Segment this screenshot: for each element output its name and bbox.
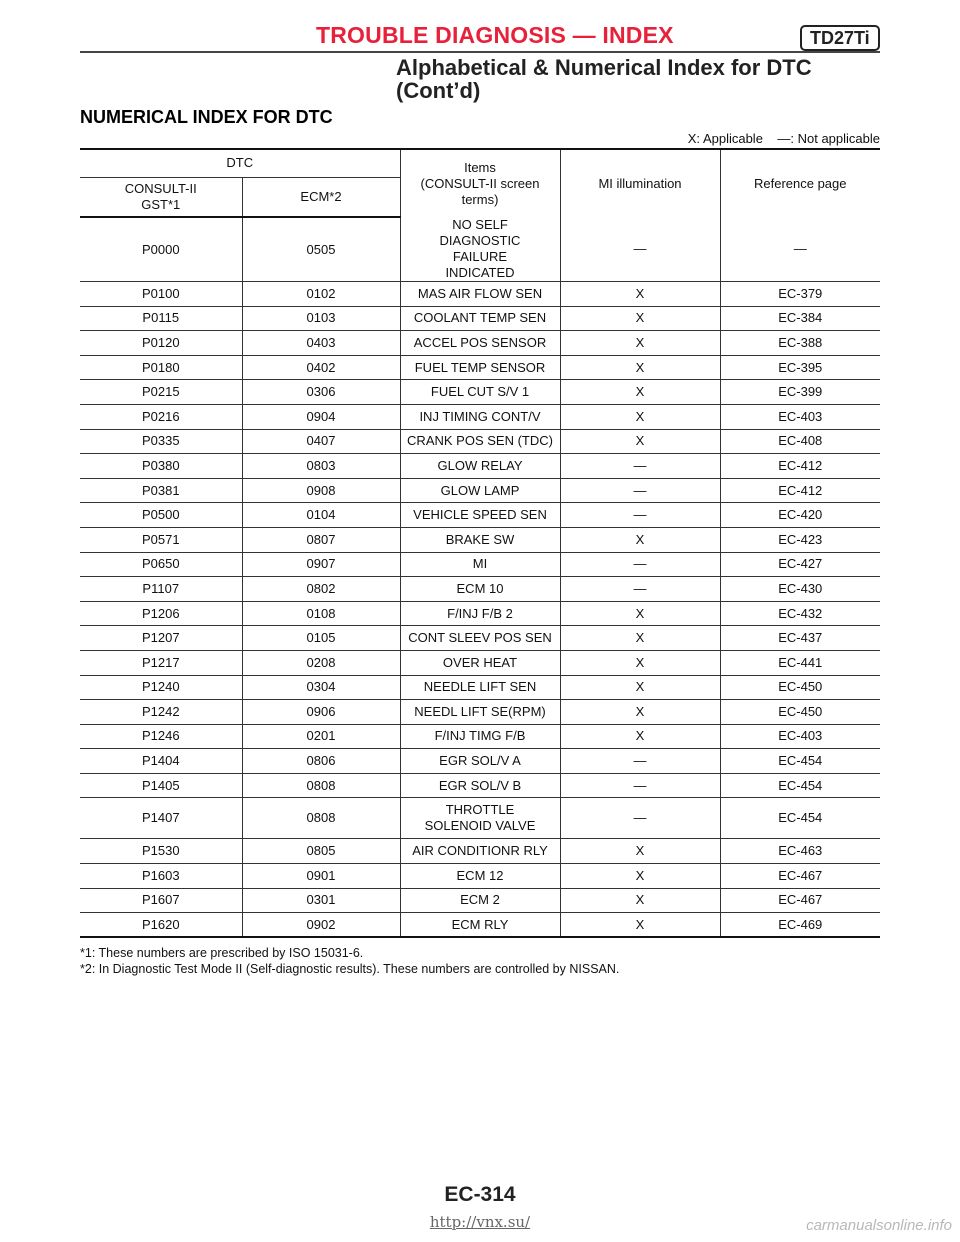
item-term: INJ TIMING CONT/V: [400, 404, 560, 429]
reference-page: EC-454: [720, 773, 880, 798]
item-term: NO SELF DIAGNOSTIC FAILURE INDICATED: [400, 217, 560, 282]
table-row: [80, 355, 880, 380]
mi-illumination: X: [560, 675, 720, 700]
legend: X: Applicable —: Not applicable: [687, 131, 880, 146]
reference-page: EC-469: [720, 913, 880, 938]
dtc-consult-code: P0120: [80, 331, 242, 356]
item-term: NEEDL LIFT SE(RPM): [400, 700, 560, 725]
reference-page: EC-437: [720, 626, 880, 651]
dtc-ecm-code: 0808: [242, 773, 400, 798]
header-consult: CONSULT-II: [124, 180, 197, 196]
table-row: [80, 380, 880, 405]
reference-page: EC-441: [720, 650, 880, 675]
table-row: [80, 577, 880, 602]
header-items-line-2: (CONSULT-II screen: [420, 175, 540, 191]
mi-illumination: X: [560, 306, 720, 331]
mi-illumination: X: [560, 527, 720, 552]
dtc-ecm-code: 0201: [242, 724, 400, 749]
reference-page: EC-467: [720, 864, 880, 889]
dtc-consult-code: P0216: [80, 404, 242, 429]
dtc-ecm-code: 0803: [242, 454, 400, 479]
footer-link[interactable]: http://vnx.su/: [429, 1213, 531, 1231]
reference-page: EC-450: [720, 700, 880, 725]
reference-page: EC-399: [720, 380, 880, 405]
table-header: [80, 149, 880, 217]
item-term: BRAKE SW: [400, 527, 560, 552]
table-row: [80, 626, 880, 651]
dtc-ecm-code: 0105: [242, 626, 400, 651]
table-row: [80, 864, 880, 889]
item-term: COOLANT TEMP SEN: [400, 306, 560, 331]
dtc-consult-code: P1603: [80, 864, 242, 889]
dtc-ecm-code: 0906: [242, 700, 400, 725]
reference-page: EC-412: [720, 478, 880, 503]
reference-page: EC-450: [720, 675, 880, 700]
dtc-ecm-code: 0902: [242, 913, 400, 938]
dtc-ecm-code: 0301: [242, 888, 400, 913]
reference-page: EC-432: [720, 601, 880, 626]
footnote-2: *2: In Diagnostic Test Mode II (Self-diagnostic results). These numbers are controlled by NISSAN.: [80, 962, 620, 976]
reference-page: EC-388: [720, 331, 880, 356]
item-term: F/INJ TIMG F/B: [400, 724, 560, 749]
item-term: GLOW RELAY: [400, 454, 560, 479]
dtc-ecm-code: 0402: [242, 355, 400, 380]
dtc-consult-code: P1620: [80, 913, 242, 938]
dtc-ecm-code: 0805: [242, 839, 400, 864]
table-row: [80, 306, 880, 331]
dtc-ecm-code: 0908: [242, 478, 400, 503]
dtc-consult-code: P0500: [80, 503, 242, 528]
table-row: [80, 798, 880, 839]
mi-illumination: X: [560, 913, 720, 938]
table-row: [80, 675, 880, 700]
mi-illumination: —: [560, 552, 720, 577]
mi-illumination: X: [560, 724, 720, 749]
mi-illumination: —: [560, 577, 720, 602]
dtc-consult-code: P1407: [80, 798, 242, 839]
footnote-1: *1: These numbers are prescribed by ISO 15031-6.: [80, 946, 364, 960]
dtc-consult-code: P1530: [80, 839, 242, 864]
dtc-ecm-code: 0403: [242, 331, 400, 356]
dtc-ecm-code: 0104: [242, 503, 400, 528]
dtc-consult-code: P1207: [80, 626, 242, 651]
mi-illumination: —: [560, 503, 720, 528]
item-term: OVER HEAT: [400, 650, 560, 675]
dtc-ecm-code: 0102: [242, 282, 400, 307]
item-term: EGR SOL/V B: [400, 773, 560, 798]
table-row: [80, 700, 880, 725]
dtc-ecm-code: 0208: [242, 650, 400, 675]
mi-illumination: X: [560, 404, 720, 429]
reference-page: EC-379: [720, 282, 880, 307]
dtc-consult-code: P1607: [80, 888, 242, 913]
dtc-consult-code: P0380: [80, 454, 242, 479]
mi-illumination: X: [560, 429, 720, 454]
mi-illumination: X: [560, 700, 720, 725]
dtc-consult-code: P1242: [80, 700, 242, 725]
mi-illumination: —: [560, 454, 720, 479]
table-row: [80, 749, 880, 774]
dtc-consult-code: P0000: [80, 217, 242, 282]
table-row: [80, 724, 880, 749]
dtc-consult-code: P1206: [80, 601, 242, 626]
page-number: EC-314: [444, 1183, 516, 1206]
mi-illumination: X: [560, 380, 720, 405]
mi-illumination: X: [560, 839, 720, 864]
dtc-consult-code: P0215: [80, 380, 242, 405]
reference-page: EC-408: [720, 429, 880, 454]
header-items: [400, 149, 560, 217]
table-row: [80, 650, 880, 675]
table-row: [80, 888, 880, 913]
dtc-consult-code: P1404: [80, 749, 242, 774]
subtitle-line-2: (Cont’d): [396, 78, 481, 103]
table-row: [80, 773, 880, 798]
item-term: MAS AIR FLOW SEN: [400, 282, 560, 307]
reference-page: —: [720, 217, 880, 282]
dtc-ecm-code: 0407: [242, 429, 400, 454]
item-term: ECM 2: [400, 888, 560, 913]
section-title: NUMERICAL INDEX FOR DTC: [80, 107, 333, 127]
mi-illumination: X: [560, 601, 720, 626]
table-row: [80, 478, 880, 503]
reference-page: EC-454: [720, 798, 880, 839]
dtc-consult-code: P0650: [80, 552, 242, 577]
table-row: [80, 217, 880, 282]
table-row: [80, 404, 880, 429]
item-term: FUEL CUT S/V 1: [400, 380, 560, 405]
header-reference-page: Reference page: [720, 149, 880, 217]
table-row: [80, 601, 880, 626]
dtc-consult-code: P0115: [80, 306, 242, 331]
dtc-index-table: [80, 148, 880, 938]
item-term: CRANK POS SEN (TDC): [400, 429, 560, 454]
reference-page: EC-403: [720, 404, 880, 429]
item-term: ACCEL POS SENSOR: [400, 331, 560, 356]
mi-illumination: —: [560, 217, 720, 282]
dtc-ecm-code: 0808: [242, 798, 400, 839]
dtc-consult-code: P0381: [80, 478, 242, 503]
item-term: ECM 10: [400, 577, 560, 602]
table-body: [80, 217, 880, 937]
model-badge: TD27Ti: [800, 25, 880, 51]
reference-page: EC-423: [720, 527, 880, 552]
mi-illumination: X: [560, 888, 720, 913]
dtc-ecm-code: 0904: [242, 404, 400, 429]
header-gst: GST*1: [141, 196, 181, 212]
reference-page: EC-454: [720, 749, 880, 774]
dtc-consult-code: P1405: [80, 773, 242, 798]
mi-illumination: X: [560, 626, 720, 651]
item-term: GLOW LAMP: [400, 478, 560, 503]
dtc-consult-code: P1107: [80, 577, 242, 602]
page-subtitle: [396, 56, 812, 102]
mi-illumination: —: [560, 773, 720, 798]
dtc-ecm-code: 0807: [242, 527, 400, 552]
header-ecm: ECM*2: [242, 177, 400, 217]
item-term: MI: [400, 552, 560, 577]
reference-page: EC-430: [720, 577, 880, 602]
reference-page: EC-420: [720, 503, 880, 528]
subtitle-line-1: Alphabetical & Numerical Index for DTC: [396, 55, 812, 80]
dtc-ecm-code: 0304: [242, 675, 400, 700]
header-consult-gst: [80, 177, 242, 217]
item-term: EGR SOL/V A: [400, 749, 560, 774]
item-term: CONT SLEEV POS SEN: [400, 626, 560, 651]
reference-page: EC-403: [720, 724, 880, 749]
dtc-consult-code: P1240: [80, 675, 242, 700]
header-title: TROUBLE DIAGNOSIS — INDEX: [316, 22, 674, 48]
reference-page: EC-467: [720, 888, 880, 913]
item-term: ECM 12: [400, 864, 560, 889]
table-row: [80, 839, 880, 864]
mi-illumination: —: [560, 749, 720, 774]
table-row: [80, 331, 880, 356]
item-term: FUEL TEMP SENSOR: [400, 355, 560, 380]
header-items-line-1: Items: [464, 159, 496, 175]
mi-illumination: X: [560, 282, 720, 307]
item-term: NEEDLE LIFT SEN: [400, 675, 560, 700]
item-term: AIR CONDITIONR RLY: [400, 839, 560, 864]
dtc-ecm-code: 0108: [242, 601, 400, 626]
dtc-ecm-code: 0806: [242, 749, 400, 774]
item-term: F/INJ F/B 2: [400, 601, 560, 626]
header-items-line-3: terms): [461, 191, 499, 207]
dtc-ecm-code: 0103: [242, 306, 400, 331]
mi-illumination: X: [560, 331, 720, 356]
dtc-consult-code: P0335: [80, 429, 242, 454]
table-row: [80, 913, 880, 938]
table-row: [80, 454, 880, 479]
reference-page: EC-395: [720, 355, 880, 380]
table-row: [80, 503, 880, 528]
reference-page: EC-463: [720, 839, 880, 864]
header-mi-illumination: MI illumination: [560, 149, 720, 217]
dtc-consult-code: P0571: [80, 527, 242, 552]
mi-illumination: —: [560, 478, 720, 503]
watermark: carmanualsonline.info: [806, 1217, 952, 1234]
table-row: [80, 552, 880, 577]
dtc-consult-code: P0180: [80, 355, 242, 380]
dtc-ecm-code: 0901: [242, 864, 400, 889]
dtc-consult-code: P1246: [80, 724, 242, 749]
dtc-ecm-code: 0907: [242, 552, 400, 577]
reference-page: EC-412: [720, 454, 880, 479]
item-term: VEHICLE SPEED SEN: [400, 503, 560, 528]
dtc-consult-code: P0100: [80, 282, 242, 307]
reference-page: EC-384: [720, 306, 880, 331]
table-row: [80, 429, 880, 454]
footnotes: [80, 945, 619, 977]
dtc-ecm-code: 0306: [242, 380, 400, 405]
mi-illumination: X: [560, 650, 720, 675]
mi-illumination: —: [560, 798, 720, 839]
table-row: [80, 527, 880, 552]
reference-page: EC-427: [720, 552, 880, 577]
mi-illumination: X: [560, 355, 720, 380]
mi-illumination: X: [560, 864, 720, 889]
dtc-ecm-code: 0802: [242, 577, 400, 602]
header-dtc: DTC: [80, 149, 400, 177]
item-term: THROTTLE SOLENOID VALVE: [400, 798, 560, 839]
table-row: [80, 282, 880, 307]
dtc-ecm-code: 0505: [242, 217, 400, 282]
header-divider: [80, 51, 880, 53]
dtc-consult-code: P1217: [80, 650, 242, 675]
item-term: ECM RLY: [400, 913, 560, 938]
